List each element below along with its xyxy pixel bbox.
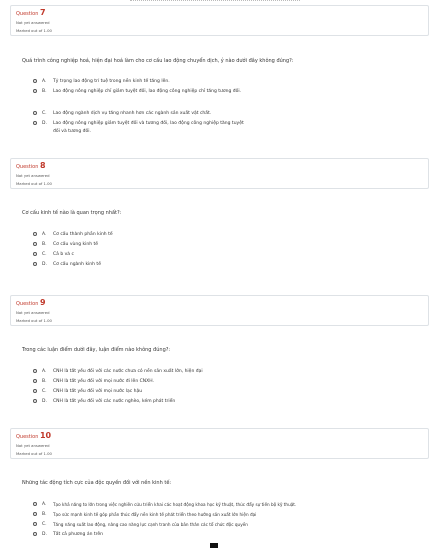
question-title: Question 9 (16, 298, 46, 307)
option-letter: A. (42, 369, 47, 374)
question-info (10, 295, 429, 326)
radio-button[interactable] (33, 262, 37, 266)
option-text: Tất cả phương án trên (53, 532, 103, 537)
question-info (10, 158, 429, 189)
option-letter: B. (42, 379, 47, 384)
option-letter: D. (42, 532, 47, 537)
radio-button[interactable] (33, 379, 37, 383)
question-number: 8 (39, 161, 46, 170)
radio-button[interactable] (33, 89, 37, 93)
option-text: CNH là tất yếu đối với mọi nước lạc hậu (53, 389, 143, 394)
option-text: Lao động nông nghiệp giảm tuyệt đối và tương đối, lao động công nghiệp tăng tuyệt đối và tương đối. (53, 121, 244, 134)
question-mark: Marked out of 1.00 (16, 181, 52, 186)
question-info (10, 5, 429, 36)
radio-button[interactable] (33, 502, 37, 506)
radio-button[interactable] (33, 532, 37, 536)
mouse-cursor-icon (210, 543, 218, 548)
question-number: 10 (39, 431, 52, 440)
option-letter: B. (42, 512, 47, 517)
question-state: Not yet answered (16, 443, 50, 448)
option-letter: D. (42, 262, 47, 267)
question-text: Trong các luận điểm dưới đây, luận điểm nào không đúng?: (22, 347, 171, 353)
option-letter: B. (42, 242, 47, 247)
radio-button[interactable] (33, 399, 37, 403)
option-text: Lao động ngành dịch vụ tăng nhanh hơn các ngành sản xuất vật chất. (53, 111, 212, 116)
radio-button[interactable] (33, 242, 37, 246)
option-letter: D. (42, 121, 47, 126)
question-text: Cơ cấu kinh tế nào là quan trọng nhất?: (22, 210, 122, 216)
option-text: Cơ cấu thành phần kinh tế (53, 232, 113, 237)
question-title: Question 7 (16, 8, 46, 17)
option-text: Tỷ trọng lao động trí tuệ trong nền kinh tế tăng lên. (53, 79, 170, 84)
radio-button[interactable] (33, 252, 37, 256)
option-text: CNH là tất yếu đối với các nước chưa có nền sản xuất lớn, hiện đại (53, 369, 203, 374)
question-text: Quá trình công nghiệp hoá, hiện đại hoá làm cho cơ cấu lao động chuyển dịch, ý nào dưới đây không đúng?: (22, 58, 294, 64)
option-letter: B. (42, 89, 47, 94)
radio-button[interactable] (33, 512, 37, 516)
radio-button[interactable] (33, 389, 37, 393)
question-state: Not yet answered (16, 173, 50, 178)
question-number: 9 (39, 298, 46, 307)
radio-button[interactable] (33, 121, 37, 125)
option-letter: A. (42, 232, 47, 237)
option-text: Lao động nông nghiệp chỉ giảm tuyệt đối, lao động công nghiệp chỉ tăng tương đối. (53, 89, 242, 94)
radio-button[interactable] (33, 369, 37, 373)
option-text: Cả b và c (53, 252, 74, 257)
question-info (10, 428, 429, 459)
option-text: Tạo khả năng to lớn trong việc nghiên cứu triển khai các hoạt động khoa học kỹ thuật, thúc đẩy sự tiến bộ kỹ thuật. (53, 502, 297, 507)
radio-button[interactable] (33, 232, 37, 236)
question-title: Question 8 (16, 161, 46, 170)
radio-button[interactable] (33, 79, 37, 83)
option-text: Cơ cấu ngành kinh tế (53, 262, 101, 267)
question-number: 7 (39, 8, 46, 17)
radio-button[interactable] (33, 522, 37, 526)
option-letter: C. (42, 252, 47, 257)
question-text: Những tác động tích cực của độc quyền đối với nền kinh tế: (22, 480, 172, 486)
option-text: CNH là tất yếu đối với mọi nước đi lên CNXH. (53, 379, 154, 384)
option-letter: C. (42, 111, 47, 116)
page-top-edge (130, 0, 300, 3)
option-letter: C. (42, 522, 47, 527)
question-state: Not yet answered (16, 310, 50, 315)
question-state: Not yet answered (16, 20, 50, 25)
option-text: CNH là tất yếu đối với các nước nghèo, kém phát triển (53, 399, 176, 404)
option-text: Tạo sức mạnh kinh tế góp phần thúc đẩy nền kinh tế phát triển theo hướng sản xuất lớn hiện đại (53, 512, 257, 517)
option-letter: D. (42, 399, 47, 404)
radio-button[interactable] (33, 111, 37, 115)
option-letter: A. (42, 502, 47, 507)
option-text: Tăng năng suất lao động, nâng cao năng lực cạnh tranh của bản thân các tổ chức độc quyền (53, 522, 248, 527)
question-mark: Marked out of 1.00 (16, 318, 52, 323)
option-letter: C. (42, 389, 47, 394)
option-letter: A. (42, 79, 47, 84)
option-text: Cơ cấu vùng kinh tế (53, 242, 99, 247)
question-mark: Marked out of 1.00 (16, 28, 52, 33)
question-mark: Marked out of 1.00 (16, 451, 52, 456)
question-title: Question 10 (16, 431, 52, 440)
